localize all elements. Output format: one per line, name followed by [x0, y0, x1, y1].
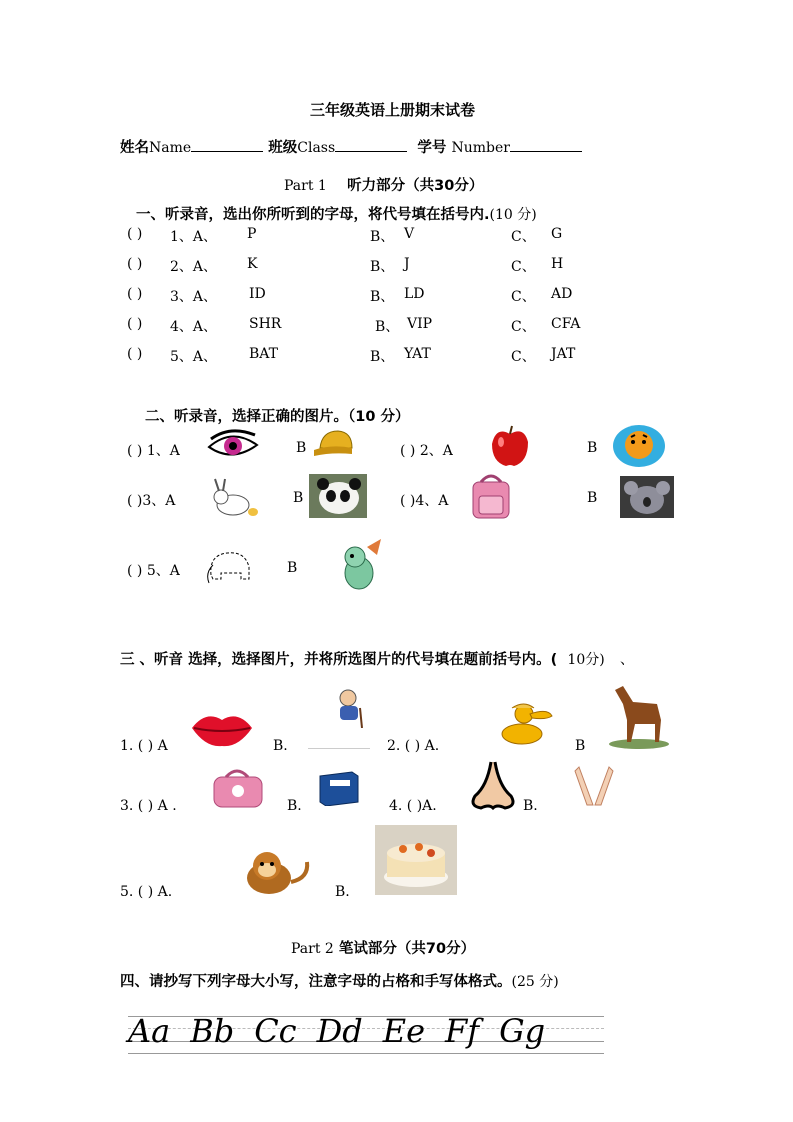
s3-item3-label[interactable]: 3. ( ) A . [120, 798, 177, 814]
s1-row5-num: 5、A、 [170, 349, 218, 365]
cake-icon[interactable] [375, 825, 457, 895]
s1-row1-option-c[interactable]: G [551, 226, 563, 242]
s1-row3-paren[interactable]: ( ) [127, 286, 143, 302]
letter-pair-a: Aa [128, 1012, 171, 1050]
s1-row4-c-label: C、 [511, 319, 536, 335]
s2-item5-b[interactable]: B [287, 560, 298, 576]
s1-row3-num: 3、A、 [170, 289, 218, 305]
part1-heading: Part 1 听力部分（共30分） [284, 178, 484, 194]
tiger-icon[interactable] [611, 423, 667, 469]
s2-item1-b[interactable]: B [296, 440, 307, 456]
horse-icon[interactable] [605, 680, 673, 750]
s1-row2-paren[interactable]: ( ) [127, 256, 143, 272]
class-blank[interactable] [335, 137, 407, 152]
s1-row2-option-c[interactable]: H [551, 256, 564, 272]
s1-row2-b-label: B、 [370, 259, 395, 275]
section1-heading: 一、听录音，选出你所听到的字母，将代号填在括号内.(10 分) [136, 207, 537, 223]
s1-row5-option-c[interactable]: JAT [551, 346, 576, 362]
s1-row1-c-label: C、 [511, 229, 536, 245]
s1-row5-b-label: B、 [370, 349, 395, 365]
schoolbag-icon[interactable] [463, 472, 523, 522]
s1-row5-option-b[interactable]: YAT [404, 346, 431, 362]
section4-heading: 四、请抄写下列字母大小写，注意字母的占格和手写体格式。(25 分) [120, 974, 559, 990]
letter-pair-d: Dd [316, 1012, 363, 1050]
rabbit-icon[interactable] [203, 477, 261, 519]
letter-pair-b: Bb [190, 1012, 235, 1050]
number-blank[interactable] [510, 137, 582, 152]
student-info-row [120, 136, 582, 157]
s3-item4-label[interactable]: 4. ( )A. [389, 798, 437, 814]
s3-item2-label[interactable]: 2. ( ) A. [387, 738, 440, 754]
s3-item1-b[interactable]: B. [273, 738, 288, 754]
s1-row4-option-c[interactable]: CFA [551, 316, 581, 332]
s1-row5-c-label: C、 [511, 349, 536, 365]
s1-row3-option-c[interactable]: AD [551, 286, 573, 302]
s1-row2-option-b[interactable]: J [404, 256, 410, 272]
handwriting-practice [128, 1008, 604, 1058]
section2-heading: 二、听录音，选择正确的图片。（10 分） [145, 409, 410, 425]
cap-icon[interactable] [312, 428, 360, 460]
s1-row3-option-a[interactable]: ID [249, 286, 266, 302]
s2-item4-b[interactable]: B [587, 490, 598, 506]
s1-row1-option-a[interactable]: P [247, 226, 257, 242]
s1-row4-option-b[interactable]: VIP [407, 316, 433, 332]
letter-pair-c: Cc [254, 1012, 297, 1050]
monkey-icon[interactable] [237, 848, 313, 896]
name-label-en: Name [149, 140, 192, 156]
eye-icon[interactable] [205, 425, 260, 465]
page-title: 三年级英语上册期末试卷 [310, 101, 476, 119]
letter-pair-g: Gg [499, 1012, 546, 1050]
s1-row3-c-label: C、 [511, 289, 536, 305]
name-blank[interactable] [191, 137, 263, 152]
class-label-en: Class [297, 140, 336, 156]
s3-item2-b[interactable]: B [575, 738, 586, 754]
s3-item1-label[interactable]: 1. ( ) A [120, 738, 168, 754]
s1-row2-c-label: C、 [511, 259, 536, 275]
s3-item4-b[interactable]: B. [523, 798, 538, 814]
s3-item3-b[interactable]: B. [287, 798, 302, 814]
s1-row2-option-a[interactable]: K [247, 256, 258, 272]
s1-row2-num: 2、A、 [170, 259, 218, 275]
s1-row1-option-b[interactable]: V [404, 226, 415, 242]
s2-item3-b[interactable]: B [293, 490, 304, 506]
s2-item5-label[interactable]: ( ) 5、A [127, 563, 180, 579]
s2-item2-label[interactable]: ( ) 2、A [400, 443, 453, 459]
apple-icon[interactable] [488, 424, 532, 468]
bag-icon[interactable] [208, 765, 266, 809]
s1-row4-b-label: B、 [375, 319, 400, 335]
s3-item5-b[interactable]: B. [335, 884, 350, 900]
letter-pair-e: Ee [382, 1012, 426, 1050]
s1-row4-num: 4、A、 [170, 319, 218, 335]
s1-row3-option-b[interactable]: LD [404, 286, 425, 302]
duck-icon[interactable] [490, 700, 556, 750]
s1-row4-option-a[interactable]: SHR [249, 316, 282, 332]
s2-item3-label[interactable]: ( )3、A [127, 493, 176, 509]
s1-row1-paren[interactable]: ( ) [127, 226, 143, 242]
s1-row3-b-label: B、 [370, 289, 395, 305]
hands-icon[interactable] [573, 765, 615, 809]
s1-row4-paren[interactable]: ( ) [127, 316, 143, 332]
koala-icon[interactable] [620, 476, 674, 518]
elephant-icon[interactable] [205, 545, 255, 585]
class-label: 班级 [268, 140, 298, 156]
s1-row1-b-label: B、 [370, 229, 395, 245]
grandpa-underline [308, 748, 370, 749]
section3-heading: 三 、听音 选择，选择图片，并将所选图片的代号填在题前括号内。( 10分) 、 [120, 652, 634, 668]
grandpa-icon[interactable] [330, 688, 370, 728]
number-label-en: Number [451, 140, 510, 156]
letter-pair-f: Ff [445, 1012, 480, 1050]
s2-item4-label[interactable]: ( )4、A [400, 493, 449, 509]
part2-heading: Part 2 笔试部分（共70分） [291, 941, 476, 957]
number-label: 学号 [417, 140, 447, 156]
dragon-icon[interactable] [333, 535, 388, 597]
s1-row5-paren[interactable]: ( ) [127, 346, 143, 362]
panda-icon[interactable] [309, 474, 367, 518]
s2-item1-label[interactable]: ( ) 1、A [127, 443, 180, 459]
name-label: 姓名 [120, 140, 149, 156]
book-icon[interactable] [318, 770, 360, 806]
lips-icon[interactable] [190, 710, 254, 748]
s1-row5-option-a[interactable]: BAT [249, 346, 278, 362]
s3-item5-label[interactable]: 5. ( ) A. [120, 884, 173, 900]
s2-item2-b[interactable]: B [587, 440, 598, 456]
nose-icon[interactable] [465, 760, 521, 812]
s1-row1-num: 1、A、 [170, 229, 218, 245]
